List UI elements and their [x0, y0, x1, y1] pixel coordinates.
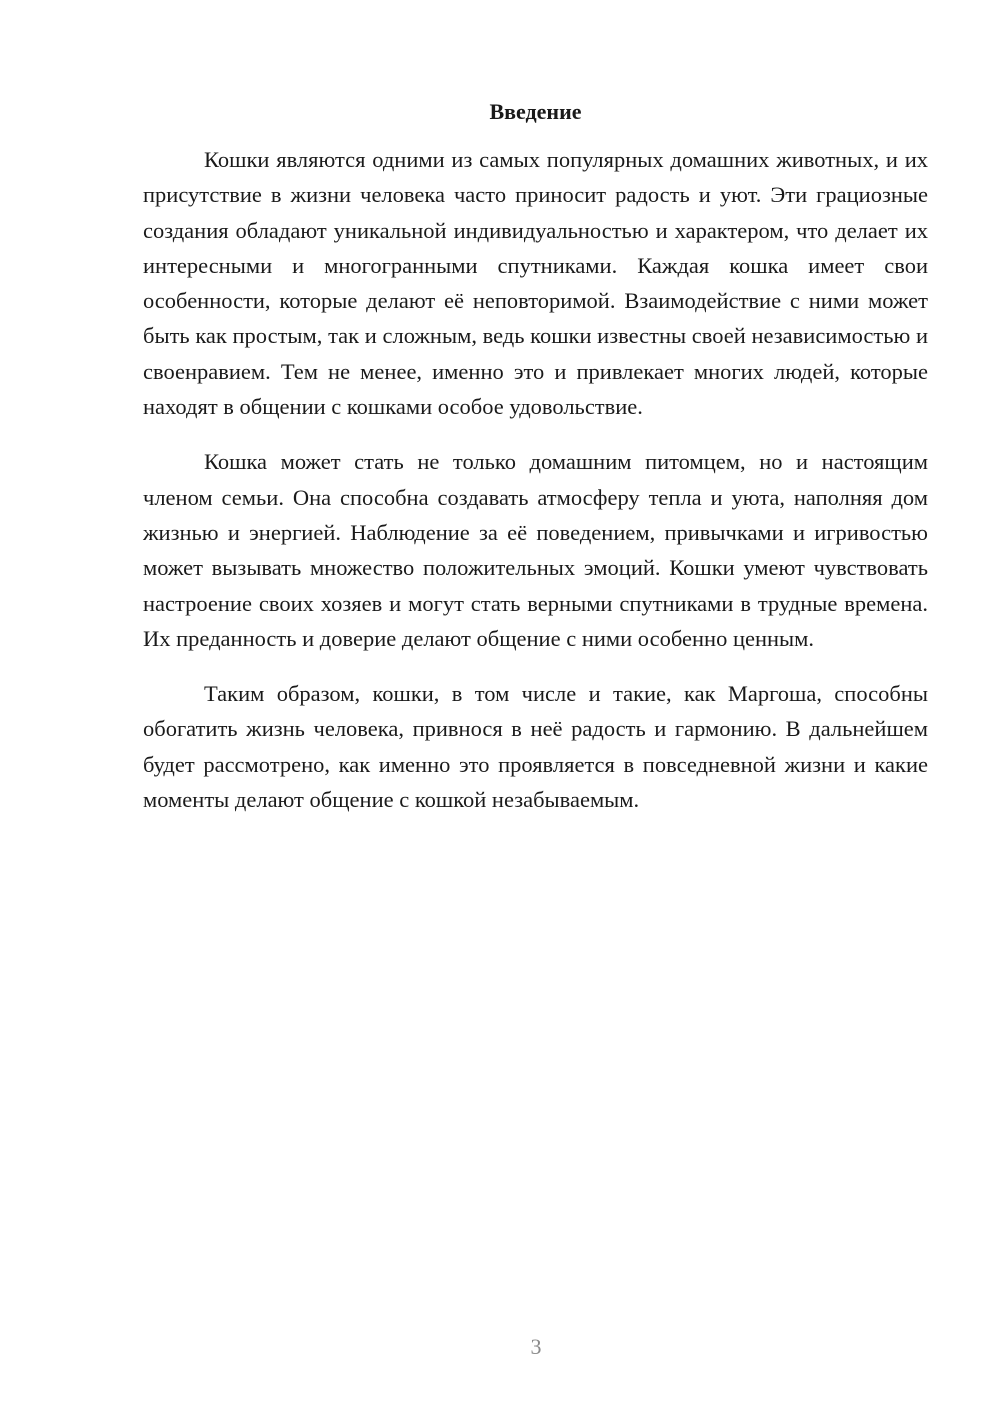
paragraph-2: Кошка может стать не только домашним питомцем, но и настоящим членом семьи. Она способна создавать атмосферу тепла и уюта, наполняя дом жизнью и энергией. Наблюдение за её поведением, привычками и игривостью может вызывать множество положительных эмоций. Кошки умеют чувствовать настроение своих хозяев и могут стать верными спутниками в трудные времена. Их преданность и доверие делают общение с ними особенно ценным.	[143, 449, 928, 651]
page-number: 3	[530, 1334, 542, 1359]
paragraph-1: Кошки являются одними из самых популярных домашних животных, и их присутствие в жизни человека часто приносит радость и уют. Эти грациозные создания обладают уникальной индивидуальностью и характером, что делает их интересными и многогранными спутниками. Каждая кошка имеет свои особенности, которые делают её неповторимой. Взаимодействие с ними может быть как простым, так и сложным, ведь кошки известны своей независимостью и своенравием. Тем не менее, именно это и привлекает многих людей, которые находят в общении с кошками особое удовольствие.	[143, 147, 928, 420]
section-heading: Введение	[489, 99, 582, 124]
paragraph-3: Таким образом, кошки, в том числе и такие, как Маргоша, способны обогатить жизнь человека, привнося в неё радость и гармонию. В дальнейшем будет рассмотрено, как именно это проявляется в повседневной жизни и какие моменты делают общение с кошкой незабываемым.	[143, 681, 928, 813]
body-text	[143, 142, 928, 837]
